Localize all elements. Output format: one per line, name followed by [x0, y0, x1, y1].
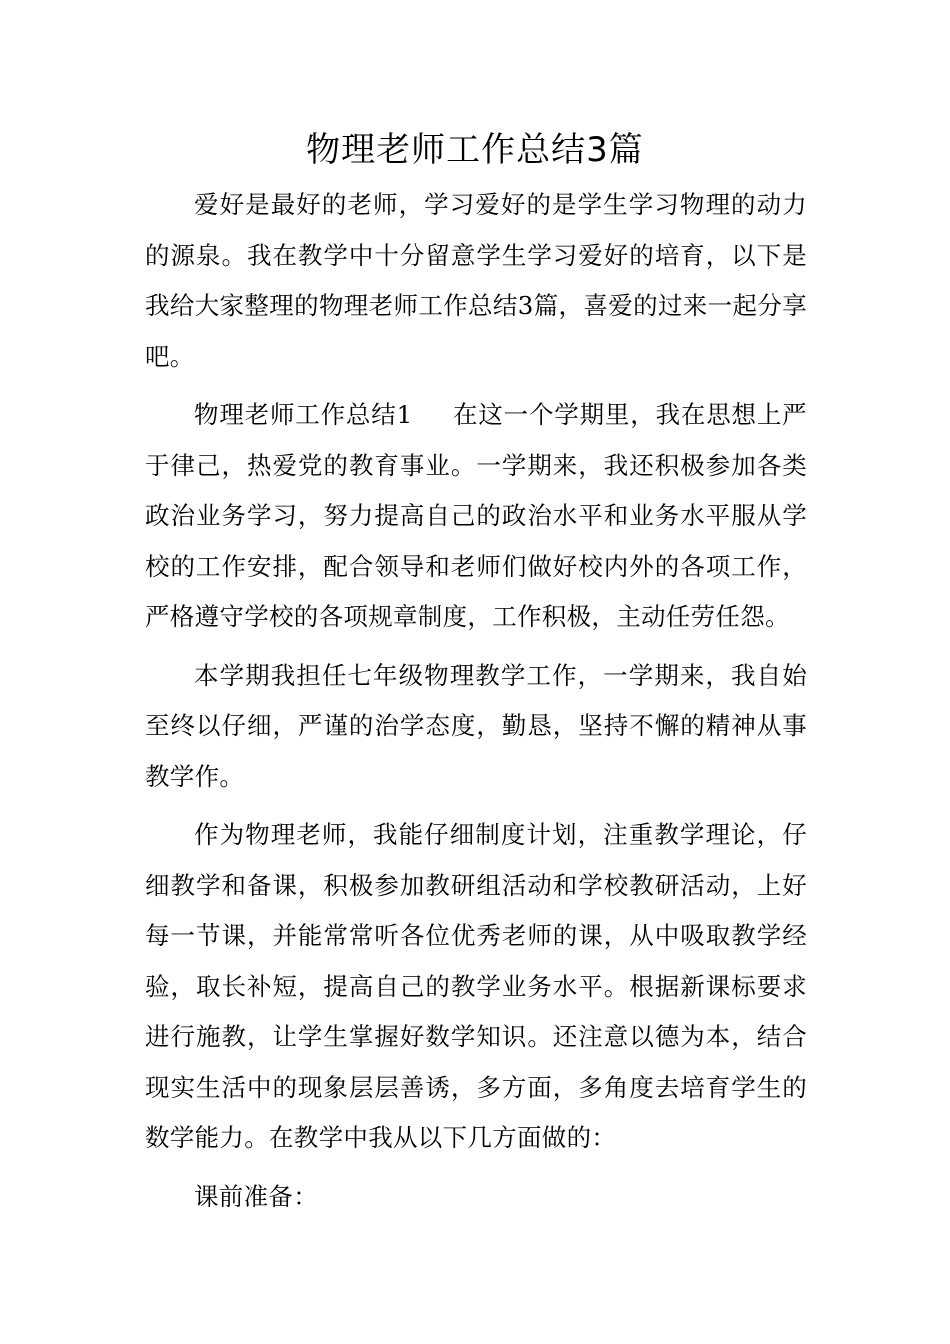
teaching-paragraph: 本学期我担任七年级物理教学工作，一学期来，我自始至终以仔细，严谨的治学态度，勤恳，坚持不懈的精神从事教学作。	[145, 660, 807, 791]
document-body	[145, 180, 807, 1230]
section-1-label: 物理老师工作总结1	[194, 400, 413, 429]
method-paragraph: 作为物理老师，我能仔细制度计划，注重教学理论，仔细教学和备课，积极参加教研组活动和学校教研活动，上好每一节课，并能常常听各位优秀老师的课，从中吸取教学经验，取长补短，提高自己的教学业务水平。根据新课标要求进行施教，让学生掌握好数学知识。还注意以德为本，结合现实生活中的现象层层善诱，多方面，多角度去培育学生的数学能力。在教学中我从以下几方面做的：	[145, 820, 807, 1152]
intro-paragraph: 爱好是最好的老师，学习爱好的是学生学习物理的动力的源泉。我在教学中十分留意学生学习爱好的培育，以下是我给大家整理的物理老师工作总结3篇，喜爱的过来一起分享吧。	[145, 190, 807, 371]
document-title: 物理老师工作总结3篇	[306, 130, 644, 170]
section-1-paragraph	[145, 390, 807, 643]
prep-paragraph: 课前准备：	[194, 1181, 318, 1211]
section-1-text: 在这一个学期里，我在思想上严于律己，热爱党的教育事业。一学期来，我还积极参加各类政治业务学习，努力提高自己的政治水平和业务水平服从学校的工作安排，配合领导和老师们做好校内外的各项工作，严格遵守学校的各项规章制度，工作积极，主动任劳任怨。	[145, 400, 807, 631]
